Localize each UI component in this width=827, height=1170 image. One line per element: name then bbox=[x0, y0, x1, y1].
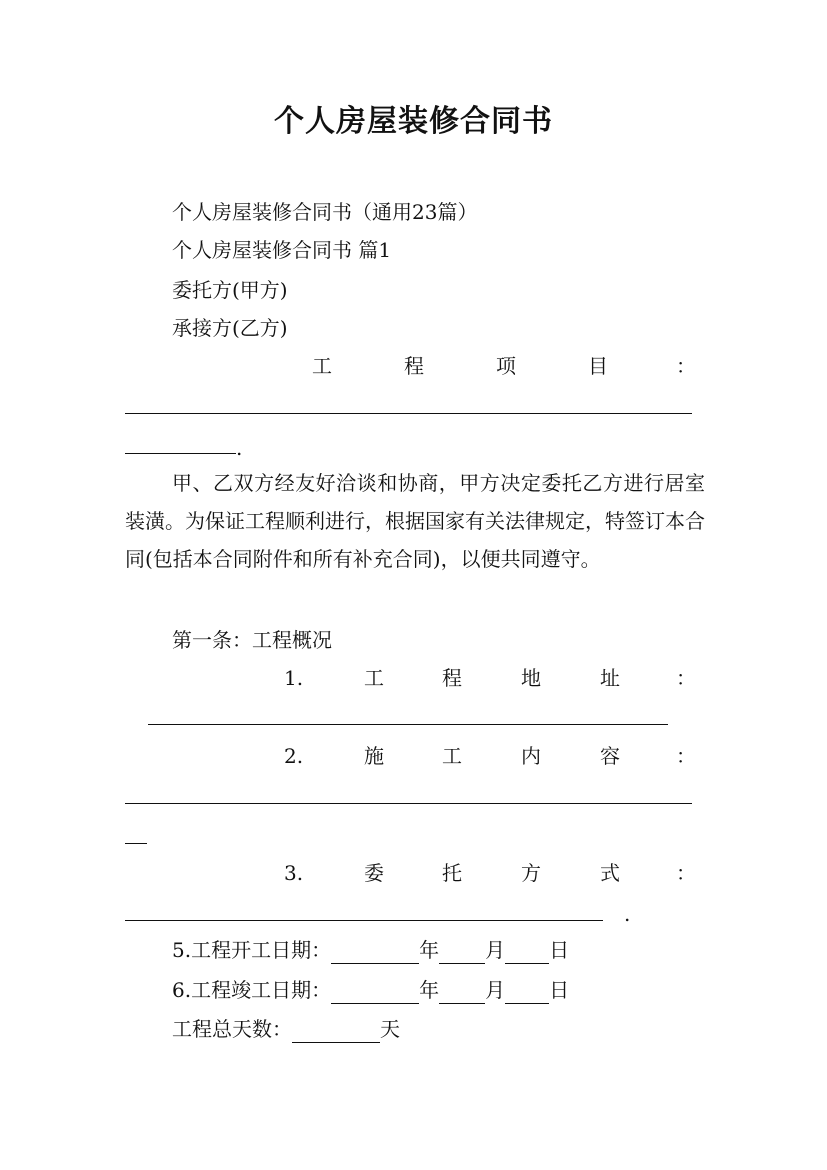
end-month-blank[interactable] bbox=[439, 981, 485, 1004]
document-subtitle: 个人房屋装修合同书（通用23篇） bbox=[172, 200, 478, 224]
project-item-char: 项 bbox=[496, 354, 516, 378]
field-2-char: 2. bbox=[284, 744, 304, 768]
project-item-end-mark: . bbox=[236, 436, 243, 460]
project-item-char: 程 bbox=[404, 354, 424, 378]
start-month-blank[interactable] bbox=[439, 941, 485, 964]
field-3-label bbox=[0, 859, 827, 887]
end-day-unit: 日 bbox=[549, 978, 570, 1002]
end-year-unit: 年 bbox=[419, 978, 440, 1002]
field-3-char: 方 bbox=[521, 861, 541, 885]
project-item-char: ： bbox=[676, 354, 696, 378]
field-1-char: 址 bbox=[600, 666, 620, 690]
field-3-char: 3. bbox=[284, 861, 304, 885]
field-3-char: ： bbox=[676, 861, 696, 885]
field-3-char: 式 bbox=[600, 861, 620, 885]
total-days-label: 工程总天数： bbox=[172, 1017, 292, 1041]
start-date-row bbox=[172, 936, 569, 964]
start-year-blank[interactable] bbox=[331, 941, 419, 964]
party-a-label: 委托方(甲方) bbox=[172, 278, 288, 302]
total-days-unit: 天 bbox=[380, 1017, 400, 1041]
field-2-char: ： bbox=[676, 744, 696, 768]
start-day-unit: 日 bbox=[549, 938, 570, 962]
project-item-blank-line-2[interactable] bbox=[125, 453, 236, 454]
field-1-blank-line[interactable] bbox=[148, 724, 668, 725]
project-item-char: 目 bbox=[588, 354, 608, 378]
field-1-char: 程 bbox=[442, 666, 462, 690]
start-year-unit: 年 bbox=[419, 938, 440, 962]
total-days-row bbox=[172, 1015, 400, 1043]
end-date-row bbox=[172, 976, 569, 1004]
end-day-blank[interactable] bbox=[505, 981, 549, 1004]
intro-paragraph bbox=[125, 464, 705, 578]
field-3-char: 托 bbox=[442, 861, 462, 885]
field-1-char: 地 bbox=[521, 666, 541, 690]
field-2-blank-line-2[interactable] bbox=[125, 843, 147, 844]
field-3-end-mark: . bbox=[624, 902, 631, 926]
field-1-char: ： bbox=[676, 666, 696, 690]
field-2-label bbox=[0, 742, 827, 770]
project-item-label bbox=[0, 352, 827, 380]
article-1-heading: 第一条：工程概况 bbox=[172, 628, 332, 652]
start-month-unit: 月 bbox=[485, 938, 506, 962]
field-1-char: 1. bbox=[284, 666, 304, 690]
party-b-label: 承接方(乙方) bbox=[172, 316, 288, 340]
field-2-char: 施 bbox=[364, 744, 384, 768]
total-days-blank[interactable] bbox=[292, 1020, 380, 1043]
field-3-blank-line[interactable] bbox=[125, 920, 603, 921]
start-date-label: 5.工程开工日期： bbox=[172, 938, 332, 962]
intro-paragraph-text: 甲、乙双方经友好洽谈和协商，甲方决定委托乙方进行居室装潢。为保证工程顺利进行，根据国家有关法律规定，特签订本合同(包括本合同附件和所有补充合同)，以便共同遵守。 bbox=[125, 471, 705, 571]
end-month-unit: 月 bbox=[485, 978, 506, 1002]
field-2-char: 内 bbox=[521, 744, 541, 768]
project-item-blank-line[interactable] bbox=[125, 413, 692, 414]
field-2-blank-line[interactable] bbox=[125, 803, 692, 804]
start-day-blank[interactable] bbox=[505, 941, 549, 964]
field-2-char: 容 bbox=[600, 744, 620, 768]
end-date-label: 6.工程竣工日期： bbox=[172, 978, 332, 1002]
document-title: 个人房屋装修合同书 bbox=[274, 104, 553, 139]
end-year-blank[interactable] bbox=[331, 981, 419, 1004]
field-2-char: 工 bbox=[442, 744, 462, 768]
section-heading: 个人房屋装修合同书 篇1 bbox=[172, 238, 392, 262]
field-3-char: 委 bbox=[364, 861, 384, 885]
project-item-char: 工 bbox=[312, 354, 332, 378]
field-1-char: 工 bbox=[364, 666, 384, 690]
field-1-label bbox=[0, 664, 827, 692]
